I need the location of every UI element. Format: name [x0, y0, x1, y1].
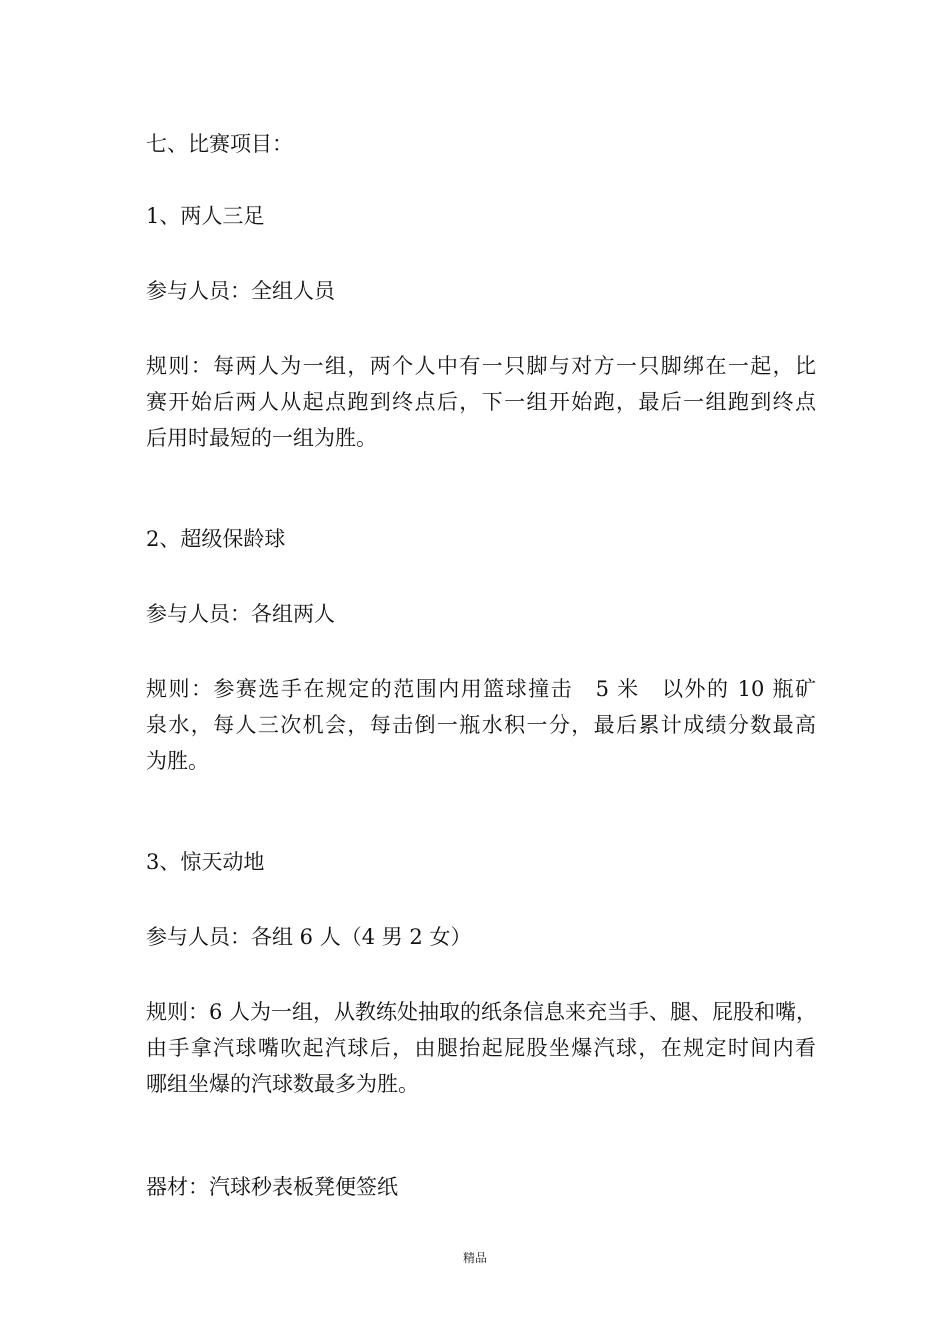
event-3-title: 3、惊天动地 [146, 850, 265, 874]
event-1-participants: 参与人员：全组人员 [146, 279, 335, 303]
page-footer: 精品 [462, 1251, 487, 1265]
event-3-equipment: 器材：汽球秒表板凳便签纸 [146, 1175, 398, 1199]
event-2-rules-line-1: 规则：参赛选手在规定的范围内用篮球撞击 5 米 以外的 10 瓶矿 [146, 677, 816, 701]
event-1-rules-line-1: 规则：每两人为一组，两个人中有一只脚与对方一只脚绑在一起，比 [146, 354, 816, 378]
event-2-rules [146, 671, 816, 779]
event-1-rules [146, 348, 816, 456]
event-1-title: 1、两人三足 [146, 204, 265, 228]
section-heading: 七、比赛项目： [146, 132, 293, 156]
event-3-rules-line-3: 哪组坐爆的汽球数最多为胜。 [146, 1072, 419, 1096]
event-2-rules-line-3: 为胜。 [146, 749, 209, 773]
event-3-rules-line-1: 规则：6 人为一组，从教练处抽取的纸条信息来充当手、腿、屁股和嘴， [146, 1000, 818, 1024]
event-1-rules-line-2: 赛开始后两人从起点跑到终点后，下一组开始跑，最后一组跑到终点 [146, 390, 816, 414]
event-2-rules-line-2: 泉水，每人三次机会，每击倒一瓶水积一分，最后累计成绩分数最高 [146, 713, 816, 737]
event-3-rules-line-2: 由手拿汽球嘴吹起汽球后，由腿抬起屁股坐爆汽球，在规定时间内看 [146, 1036, 816, 1060]
event-2-title: 2、超级保龄球 [146, 527, 286, 551]
event-1-rules-line-3: 后用时最短的一组为胜。 [146, 426, 377, 450]
event-3-participants: 参与人员：各组 6 人（4 男 2 女） [146, 925, 472, 949]
event-2-participants: 参与人员：各组两人 [146, 602, 335, 626]
event-3-rules [146, 994, 816, 1102]
